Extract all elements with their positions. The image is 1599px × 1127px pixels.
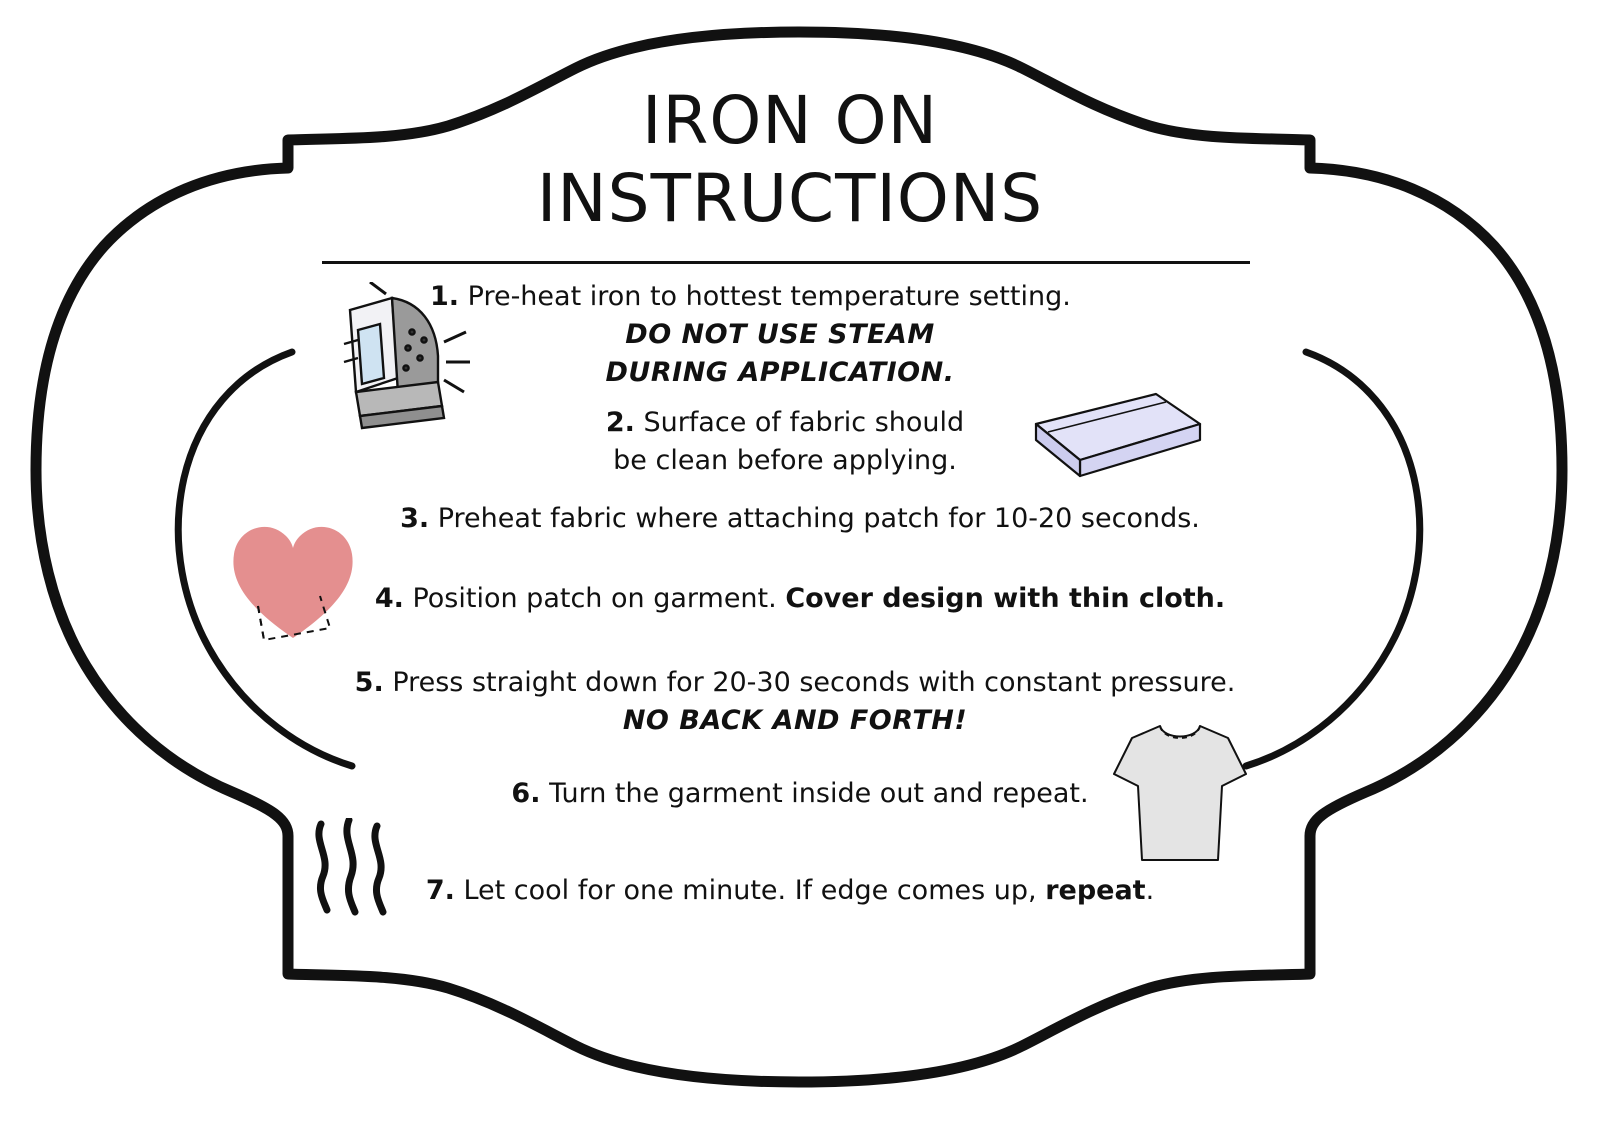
heart-patch-icon [228,510,358,650]
step-7-tail: . [1145,875,1155,906]
instruction-step-5 [300,664,1290,740]
step-3-number: 3. [400,503,430,534]
step-1-number: 1. [430,281,460,312]
instruction-step-6 [400,775,1200,813]
instruction-step-1 [430,278,1170,392]
step-2-number: 2. [605,407,635,438]
instruction-step-4 [350,580,1250,618]
step-1-emphasis-2: DURING APPLICATION. [605,357,955,388]
step-7-text: Let cool for one minute. If edge comes up, [463,875,1037,906]
title-line-2: INSTRUCTIONS [536,160,1044,237]
title-divider [322,261,1250,264]
step-1-emphasis-1: DO NOT USE STEAM [625,319,935,350]
step-7-emphasis: repeat [1045,875,1146,906]
step-6-number: 6. [511,778,541,809]
step-4-text: Position patch on garment. [412,583,777,614]
step-2-text-line-1: Surface of fabric should [643,407,965,438]
step-1-text: Pre-heat iron to hottest temperature setting. [467,281,1071,312]
step-5-emphasis: NO BACK AND FORTH! [622,705,968,736]
step-5-number: 5. [354,667,384,698]
page-title [320,82,1260,238]
instruction-step-7 [380,872,1200,910]
step-2-text-line-2: be clean before applying. [613,445,957,476]
step-7-number: 7. [425,875,455,906]
instruction-step-3 [350,500,1250,538]
step-6-text: Turn the garment inside out and repeat. [549,778,1089,809]
step-4-number: 4. [374,583,404,614]
step-4-emphasis: Cover design with thin cloth. [785,583,1226,614]
title-line-1: IRON ON [642,82,938,159]
instruction-step-2 [570,404,1000,480]
step-3-text: Preheat fabric where attaching patch for 10-20 seconds. [437,503,1200,534]
step-5-text: Press straight down for 20-30 seconds with constant pressure. [392,667,1236,698]
folded-fabric-icon [1016,388,1206,488]
